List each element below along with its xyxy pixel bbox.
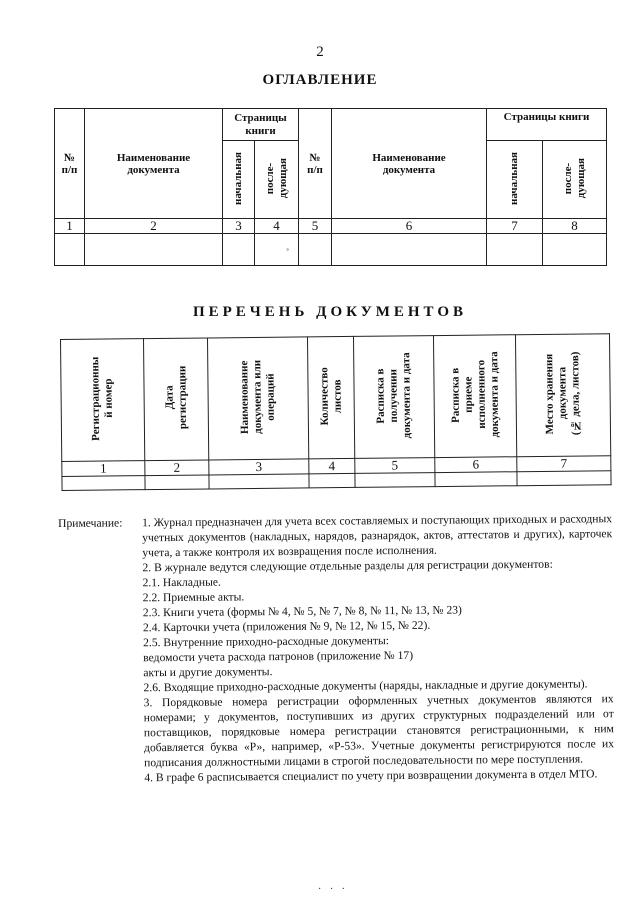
documents-table — [60, 333, 612, 491]
toc-header-name: Наименование документа — [85, 109, 223, 219]
docs-header-receipt: Расписка в получении документа и дата — [353, 336, 434, 459]
scan-mark: ˚ — [286, 248, 290, 259]
toc-header-num: № п/п — [55, 109, 85, 219]
toc-header-start: начальная — [223, 141, 255, 219]
toc-col-number: 2 — [85, 219, 223, 234]
note-paragraph: акты и другие документы. — [143, 665, 273, 680]
toc-header-next-right: после- дующая — [543, 141, 607, 219]
note-paragraph: 2.5. Внутренние приходно-расходные документы: — [143, 634, 390, 650]
docs-col-number: 7 — [517, 456, 611, 472]
toc-col-number: 3 — [223, 219, 255, 234]
docs-header-sheet-count: Количество листов — [307, 336, 354, 458]
toc-empty-row — [55, 234, 607, 266]
note-section — [58, 511, 614, 786]
docs-header-reg-date: Дата регистрации — [144, 338, 209, 461]
docs-col-number: 4 — [309, 458, 355, 473]
docs-col-number: 2 — [145, 460, 209, 476]
scan-mark: · · · — [318, 884, 348, 895]
docs-header-acceptance: Расписка в приеме исполненного документа и дата — [433, 335, 516, 458]
note-paragraph: 2.6. Входящие приходно-расходные документы (наряды, накладные и другие документы). — [143, 677, 588, 695]
note-paragraph: 1. Журнал предназначен для учета всех составляемых и поступающих приходных и расходных учетных документов (накладных, нарядов, разнарядок, актов, аттестатов и других), карточек учета, а также контроля их возвращения после исполнения. — [142, 512, 613, 560]
toc-col-number: 4 — [255, 219, 299, 234]
docs-col-number: 3 — [209, 459, 309, 475]
docs-header-doc-name: Наименование документа или операций — [207, 337, 308, 460]
docs-header-storage: Место хранения документа (№ дела, листов) — [515, 334, 610, 457]
note-paragraph: 2.4. Карточки учета (приложения № 9, № 12, № 15, № 22). — [142, 618, 431, 635]
docs-col-number: 1 — [62, 461, 145, 477]
note-body — [142, 511, 614, 785]
toc-table — [54, 108, 607, 266]
toc-header-name-right: Наименование документа — [332, 109, 487, 219]
note-paragraph: 3. Порядковые номера регистрации оформленных учетных документов являются их номерами; у документов, поступивших из других структурных подразделений или от поставщиков, порядковые номера регистрации становятся регистрационными, к ним добавляется буква «Р», например, «Р-53». Учетные документы регистрируются после их подписания должностными лицами в строгой последовательности по мере поступления. — [143, 692, 615, 770]
toc-header-num-right: № п/п — [299, 109, 332, 219]
toc-header-pages-right: Страницы книги — [487, 109, 607, 141]
toc-title: ОГЛАВЛЕНИЕ — [262, 72, 378, 88]
toc-col-number: 7 — [487, 219, 543, 234]
docs-title: ПЕРЕЧЕНЬ ДОКУМЕНТОВ — [192, 304, 468, 320]
docs-col-number: 6 — [435, 457, 517, 473]
toc-col-number: 8 — [543, 219, 607, 234]
docs-header-reg-number: Регистрационны й номер — [61, 339, 145, 462]
toc-col-number: 5 — [299, 219, 332, 234]
note-paragraph: 2.2. Приемные акты. — [142, 590, 245, 605]
toc-col-number: 6 — [332, 219, 487, 234]
note-paragraph: 2. В журнале ведутся следующие отдельные разделы для регистрации документов: — [142, 557, 553, 575]
page-number: 2 — [316, 44, 324, 60]
toc-header-next: после- дующая — [255, 141, 299, 219]
toc-col-number: 1 — [55, 219, 85, 234]
docs-col-number: 5 — [355, 458, 435, 474]
toc-header-pages: Страницы книги — [223, 109, 299, 141]
note-paragraph: ведомости учета расхода патронов (приложение № 17) — [143, 648, 414, 665]
note-paragraph: 2.3. Книги учета (формы № 4, № 5, № 7, № 8, № 11, № 13, № 23) — [142, 603, 462, 620]
note-paragraph: 4. В графе 6 расписывается специалист по учету при возвращении документа в отдел МТО. — [144, 767, 598, 785]
note-paragraph: 2.1. Накладные. — [142, 575, 221, 590]
note-label: Примечание: — [58, 516, 123, 530]
toc-header-start-right: начальная — [487, 141, 543, 219]
